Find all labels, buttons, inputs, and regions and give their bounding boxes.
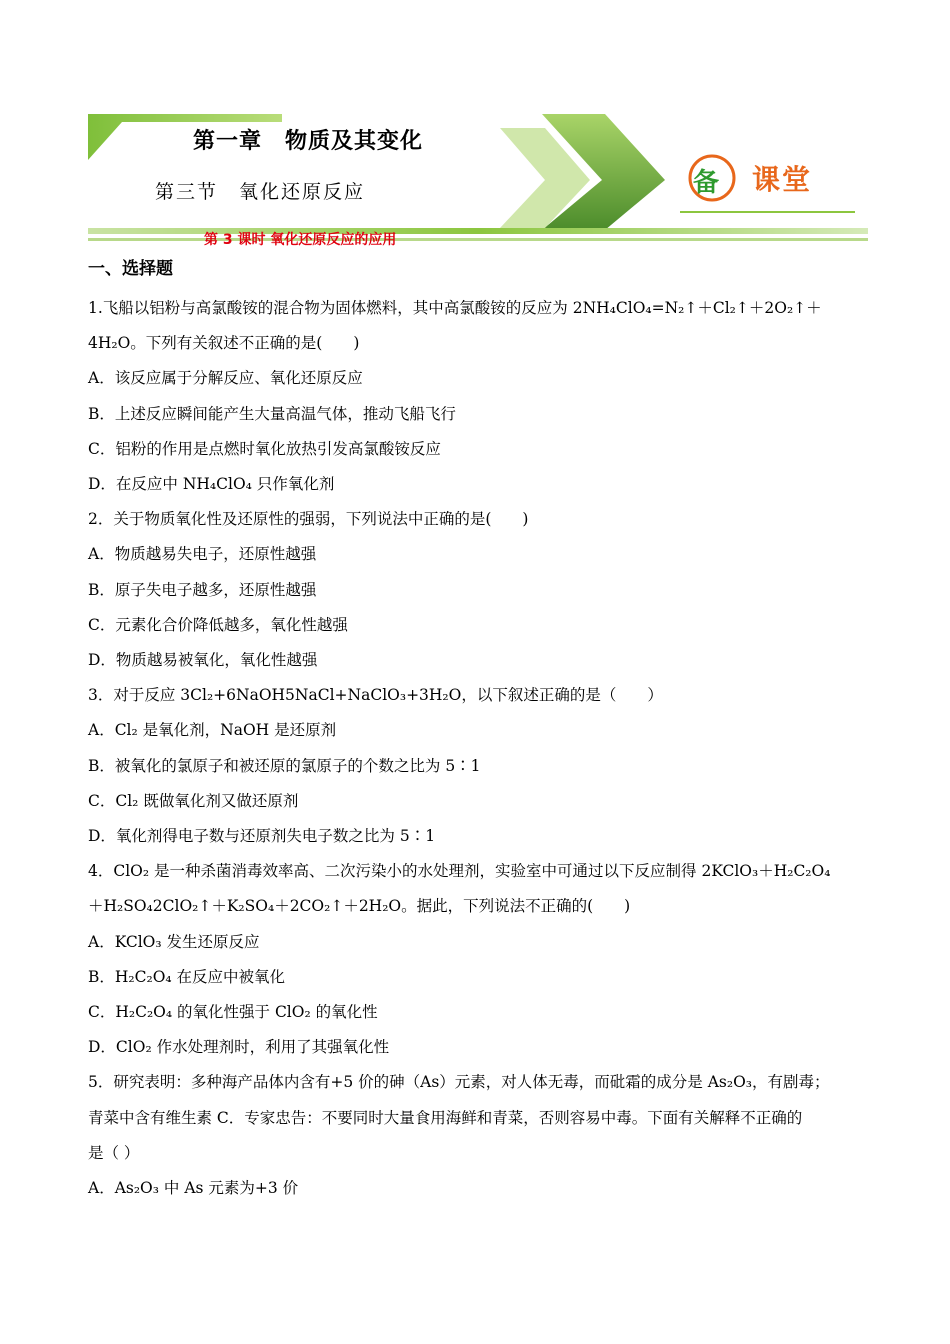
text-line: 2．关于物质氧化性及还原性的强弱，下列说法中正确的是( ) (88, 510, 529, 529)
option-line: C．Cl₂ 既做氧化剂又做还原剂 (88, 791, 299, 810)
option-line: D．物质越易被氧化，氧化性越强 (88, 651, 318, 670)
option-line: D．ClO₂ 作水处理剂时，利用了其强氧化性 (88, 1038, 390, 1057)
text-line: 是（ ） (88, 1143, 140, 1162)
option-line: B．原子失电子越多，还原性越强 (88, 580, 317, 599)
option-line: C．铝粉的作用是点燃时氧化放热引发高氯酸铵反应 (88, 439, 441, 458)
header-banner (0, 0, 950, 250)
chapter-title: 第一章 物质及其变化 (193, 129, 424, 154)
option-line: B．被氧化的氯原子和被还原的氯原子的个数之比为 5∶1 (88, 756, 481, 775)
option-line: C．元素化合价降低越多，氧化性越强 (88, 615, 348, 634)
option-line: A．As₂O₃ 中 As 元素为+3 价 (88, 1179, 299, 1198)
text-line: ＋H₂SO₄2ClO₂↑＋K₂SO₄＋2CO₂↑＋2H₂O。据此，下列说法不正确的( ) (88, 897, 631, 916)
text-line: 青菜中含有维生素 C．专家忠告：不要同时大量食用海鲜和青菜，否则容易中毒。下面有关解释不正确的 (88, 1108, 803, 1127)
option-line: B．H₂C₂O₄ 在反应中被氧化 (88, 967, 286, 986)
text-line: 1.飞船以铝粉与高氯酸铵的混合物为固体燃料，其中高氯酸铵的反应为 2NH₄ClO₄=N₂↑＋Cl₂↑＋2O₂↑＋ (88, 299, 822, 317)
text-line: 4H₂O。下列有关叙述不正确的是( ) (88, 334, 360, 353)
lesson-title: 第 3 课时 氧化还原反应的应用 (204, 232, 397, 248)
option-line: A．物质越易失电子，还原性越强 (88, 545, 317, 564)
question-lines (88, 291, 868, 1206)
option-line: B．上述反应瞬间能产生大量高温气体，推动飞船飞行 (88, 404, 456, 423)
option-line: A．Cl₂ 是氧化剂，NaOH 是还原剂 (88, 721, 337, 740)
section-heading: 一、选择题 (88, 259, 173, 279)
document-body (88, 250, 868, 1206)
logo-char: 备 (693, 168, 720, 198)
section-title: 第三节 氧化还原反应 (155, 181, 366, 203)
option-line: D．氧化剂得电子数与还原剂失电子数之比为 5∶1 (88, 827, 436, 846)
option-line: A．该反应属于分解反应、氧化还原反应 (88, 369, 363, 388)
text-line: 5．研究表明：多种海产品体内含有+5 价的砷（As）元素，对人体无毒，而砒霜的成分是 As₂O₃，有剧毒； (88, 1073, 830, 1092)
logo-text: 课堂 (752, 163, 813, 196)
option-line: A．KClO₃ 发生还原反应 (88, 932, 260, 951)
text-line: 4．ClO₂ 是一种杀菌消毒效率高、二次污染小的水处理剂，实验室中可通过以下反应制得 2KClO₃＋H₂C₂O₄ (88, 862, 831, 881)
option-line: C．H₂C₂O₄ 的氧化性强于 ClO₂ 的氧化性 (88, 1003, 378, 1022)
option-line: D．在反应中 NH₄ClO₄ 只作氧化剂 (88, 475, 335, 494)
text-line: 3．对于反应 3Cl₂+6NaOH5NaCl+NaClO₃+3H₂O，以下叙述正确的是（ ） (88, 686, 663, 705)
